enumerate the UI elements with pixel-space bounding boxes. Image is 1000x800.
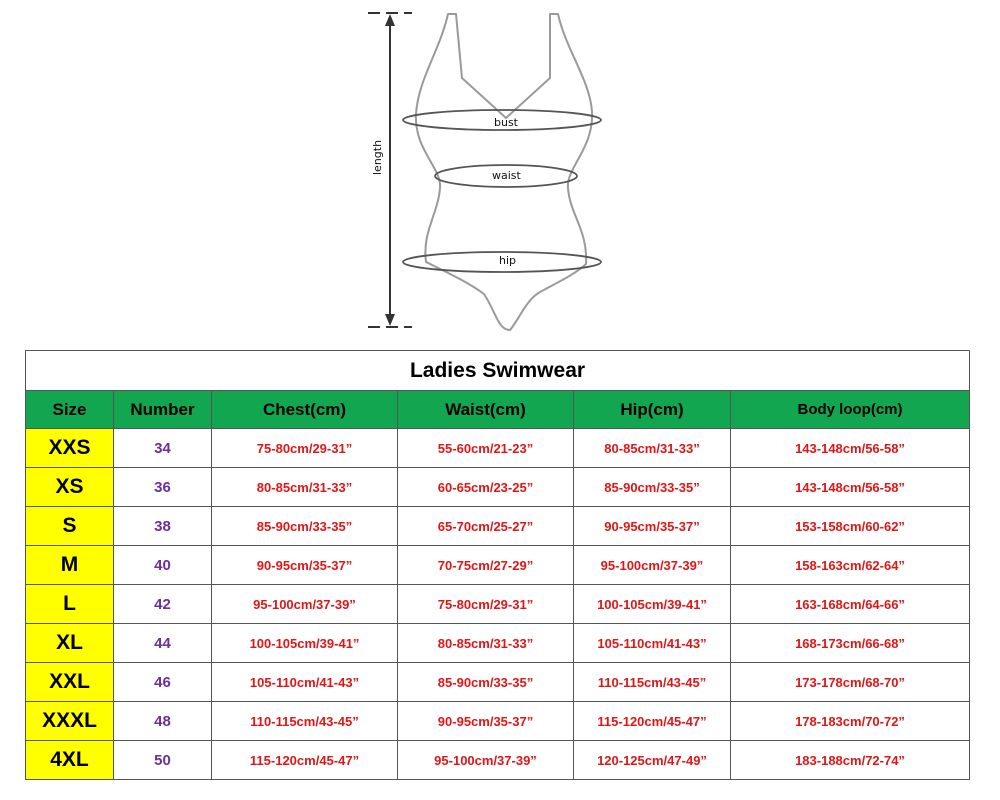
hip-cell: 90-95cm/35-37” bbox=[574, 507, 731, 546]
hip-cell: 110-115cm/43-45” bbox=[574, 663, 731, 702]
table-row bbox=[26, 507, 970, 546]
chest-cell: 100-105cm/39-41” bbox=[212, 624, 398, 663]
waist-cell: 80-85cm/31-33” bbox=[398, 624, 574, 663]
number-cell: 50 bbox=[114, 741, 212, 780]
chest-cell: 75-80cm/29-31” bbox=[212, 429, 398, 468]
chest-cell: 95-100cm/37-39” bbox=[212, 585, 398, 624]
waist-cell: 85-90cm/33-35” bbox=[398, 663, 574, 702]
table-row bbox=[26, 702, 970, 741]
number-cell: 34 bbox=[114, 429, 212, 468]
chest-cell: 80-85cm/31-33” bbox=[212, 468, 398, 507]
body-loop-cell: 168-173cm/66-68” bbox=[731, 624, 970, 663]
arrow-head-bottom bbox=[385, 314, 395, 326]
size-chart-table bbox=[25, 350, 970, 780]
header-waist: Waist(cm) bbox=[398, 391, 574, 429]
table-row bbox=[26, 468, 970, 507]
chest-cell: 115-120cm/45-47” bbox=[212, 741, 398, 780]
size-cell: XXS bbox=[26, 429, 114, 468]
waist-cell: 90-95cm/35-37” bbox=[398, 702, 574, 741]
chest-cell: 110-115cm/43-45” bbox=[212, 702, 398, 741]
hip-label: hip bbox=[499, 254, 517, 267]
table-row bbox=[26, 429, 970, 468]
hip-cell: 115-120cm/45-47” bbox=[574, 702, 731, 741]
size-cell: XL bbox=[26, 624, 114, 663]
length-label: length bbox=[371, 139, 384, 175]
table-row bbox=[26, 663, 970, 702]
size-cell: 4XL bbox=[26, 741, 114, 780]
hip-cell: 80-85cm/31-33” bbox=[574, 429, 731, 468]
number-cell: 48 bbox=[114, 702, 212, 741]
size-cell: XXL bbox=[26, 663, 114, 702]
hip-cell: 100-105cm/39-41” bbox=[574, 585, 731, 624]
table-row bbox=[26, 546, 970, 585]
header-hip: Hip(cm) bbox=[574, 391, 731, 429]
bust-label: bust bbox=[494, 116, 518, 129]
number-cell: 44 bbox=[114, 624, 212, 663]
body-loop-cell: 143-148cm/56-58” bbox=[731, 429, 970, 468]
arrow-head-top bbox=[385, 14, 395, 26]
size-cell: S bbox=[26, 507, 114, 546]
size-table-body bbox=[26, 429, 970, 780]
body-loop-cell: 163-168cm/64-66” bbox=[731, 585, 970, 624]
swimsuit-measurement-diagram bbox=[0, 0, 1000, 345]
waist-cell: 95-100cm/37-39” bbox=[398, 741, 574, 780]
chest-cell: 85-90cm/33-35” bbox=[212, 507, 398, 546]
body-loop-cell: 178-183cm/70-72” bbox=[731, 702, 970, 741]
size-cell: L bbox=[26, 585, 114, 624]
number-cell: 40 bbox=[114, 546, 212, 585]
number-cell: 42 bbox=[114, 585, 212, 624]
size-cell: XS bbox=[26, 468, 114, 507]
header-body-loop: Body loop(cm) bbox=[731, 391, 970, 429]
body-loop-cell: 183-188cm/72-74” bbox=[731, 741, 970, 780]
hip-cell: 95-100cm/37-39” bbox=[574, 546, 731, 585]
chest-cell: 105-110cm/41-43” bbox=[212, 663, 398, 702]
size-cell: XXXL bbox=[26, 702, 114, 741]
chest-cell: 90-95cm/35-37” bbox=[212, 546, 398, 585]
hip-cell: 105-110cm/41-43” bbox=[574, 624, 731, 663]
table-row bbox=[26, 624, 970, 663]
number-cell: 46 bbox=[114, 663, 212, 702]
table-title: Ladies Swimwear bbox=[26, 351, 970, 391]
table-row bbox=[26, 741, 970, 780]
header-number: Number bbox=[114, 391, 212, 429]
hip-cell: 85-90cm/33-35” bbox=[574, 468, 731, 507]
waist-label: waist bbox=[492, 169, 521, 182]
waist-cell: 75-80cm/29-31” bbox=[398, 585, 574, 624]
number-cell: 36 bbox=[114, 468, 212, 507]
body-loop-cell: 153-158cm/60-62” bbox=[731, 507, 970, 546]
body-loop-cell: 158-163cm/62-64” bbox=[731, 546, 970, 585]
size-cell: M bbox=[26, 546, 114, 585]
number-cell: 38 bbox=[114, 507, 212, 546]
header-size: Size bbox=[26, 391, 114, 429]
header-chest: Chest(cm) bbox=[212, 391, 398, 429]
body-loop-cell: 173-178cm/68-70” bbox=[731, 663, 970, 702]
table-row bbox=[26, 585, 970, 624]
body-loop-cell: 143-148cm/56-58” bbox=[731, 468, 970, 507]
waist-cell: 55-60cm/21-23” bbox=[398, 429, 574, 468]
waist-cell: 65-70cm/25-27” bbox=[398, 507, 574, 546]
waist-cell: 60-65cm/23-25” bbox=[398, 468, 574, 507]
hip-cell: 120-125cm/47-49” bbox=[574, 741, 731, 780]
waist-cell: 70-75cm/27-29” bbox=[398, 546, 574, 585]
